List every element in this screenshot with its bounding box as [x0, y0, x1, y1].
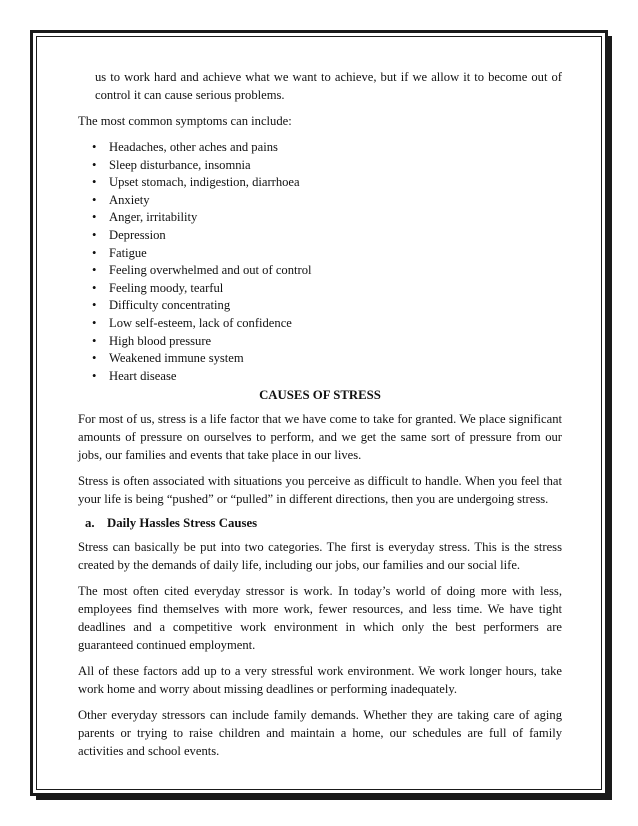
continued-paragraph: us to work hard and achieve what we want to achieve, but if we allow it to become out of control it can cause serious problems.: [95, 70, 562, 102]
section-heading: CAUSES OF STRESS: [259, 388, 381, 403]
subheading-title: Daily Hassles Stress Causes: [107, 516, 258, 531]
bullet-icon: •: [92, 333, 97, 348]
bullet-icon: •: [92, 192, 97, 207]
list-item: • Anxiety: [78, 192, 562, 210]
list-item: • Low self-esteem, lack of confidence: [78, 315, 562, 333]
symptoms-list: [78, 139, 562, 385]
paragraph: For most of us, stress is a life factor that we have come to take for granted. We place significant amounts of pressure on ourselves to perform, and we get the same sort of pressure from our jobs, our families and events that take place in our lives.: [78, 412, 562, 463]
list-item: • Difficulty concentrating: [78, 297, 562, 315]
list-item: • Heart disease: [78, 368, 562, 386]
page-border-shadow-bottom: [36, 796, 612, 800]
subheading-marker: a.: [85, 516, 95, 531]
paragraph: All of these factors add up to a very stressful work environment. We work longer hours, take work home and worry about missing deadlines or performing inadequately.: [78, 664, 562, 697]
bullet-icon: •: [92, 157, 97, 172]
symptoms-intro: The most common symptoms can include:: [78, 114, 292, 128]
bullet-icon: •: [92, 263, 97, 278]
list-item: • High blood pressure: [78, 333, 562, 351]
list-item: • Feeling moody, tearful: [78, 280, 562, 298]
paragraph: The most often cited everyday stressor is work. In today’s world of doing more with less, employees find themselves with more work, fewer resources, and less time. We have tight deadlines and a competitive work environment in which only the best performers are guaranteed continued employment.: [78, 584, 562, 653]
bullet-icon: •: [92, 368, 97, 383]
page-border-shadow-right: [608, 36, 612, 800]
document-body: [78, 68, 562, 760]
bullet-icon: •: [92, 351, 97, 366]
bullet-icon: •: [92, 227, 97, 242]
paragraph: Stress can basically be put into two categories. The first is everyday stress. This is the stress created by the demands of daily life, including our jobs, our families and our social life.: [78, 540, 562, 573]
subheading: [78, 514, 562, 532]
paragraph: Stress is often associated with situations you perceive as difficult to handle. When you feel that your life is being “pushed” or “pulled” in different directions, then you are undergoing stress.: [78, 474, 562, 507]
list-item: • Depression: [78, 227, 562, 245]
bullet-icon: •: [92, 245, 97, 260]
bullet-icon: •: [92, 140, 97, 154]
list-item: • Weakened immune system: [78, 350, 562, 368]
list-item: • Feeling overwhelmed and out of control: [78, 262, 562, 280]
list-item: • Upset stomach, indigestion, diarrhoea: [78, 174, 562, 192]
bullet-icon: •: [92, 315, 97, 330]
bullet-icon: •: [92, 298, 97, 313]
list-item: • Headaches, other aches and pains: [78, 139, 562, 157]
bullet-icon: •: [92, 210, 97, 225]
list-item: • Fatigue: [78, 245, 562, 263]
bullet-icon: •: [92, 175, 97, 190]
bullet-icon: •: [92, 280, 97, 295]
list-item: • Sleep disturbance, insomnia: [78, 157, 562, 175]
paragraph: Other everyday stressors can include family demands. Whether they are taking care of aging parents or trying to raise children and maintain a home, our schedules are full of family activities and school events.: [78, 708, 562, 759]
list-item: • Anger, irritability: [78, 209, 562, 227]
